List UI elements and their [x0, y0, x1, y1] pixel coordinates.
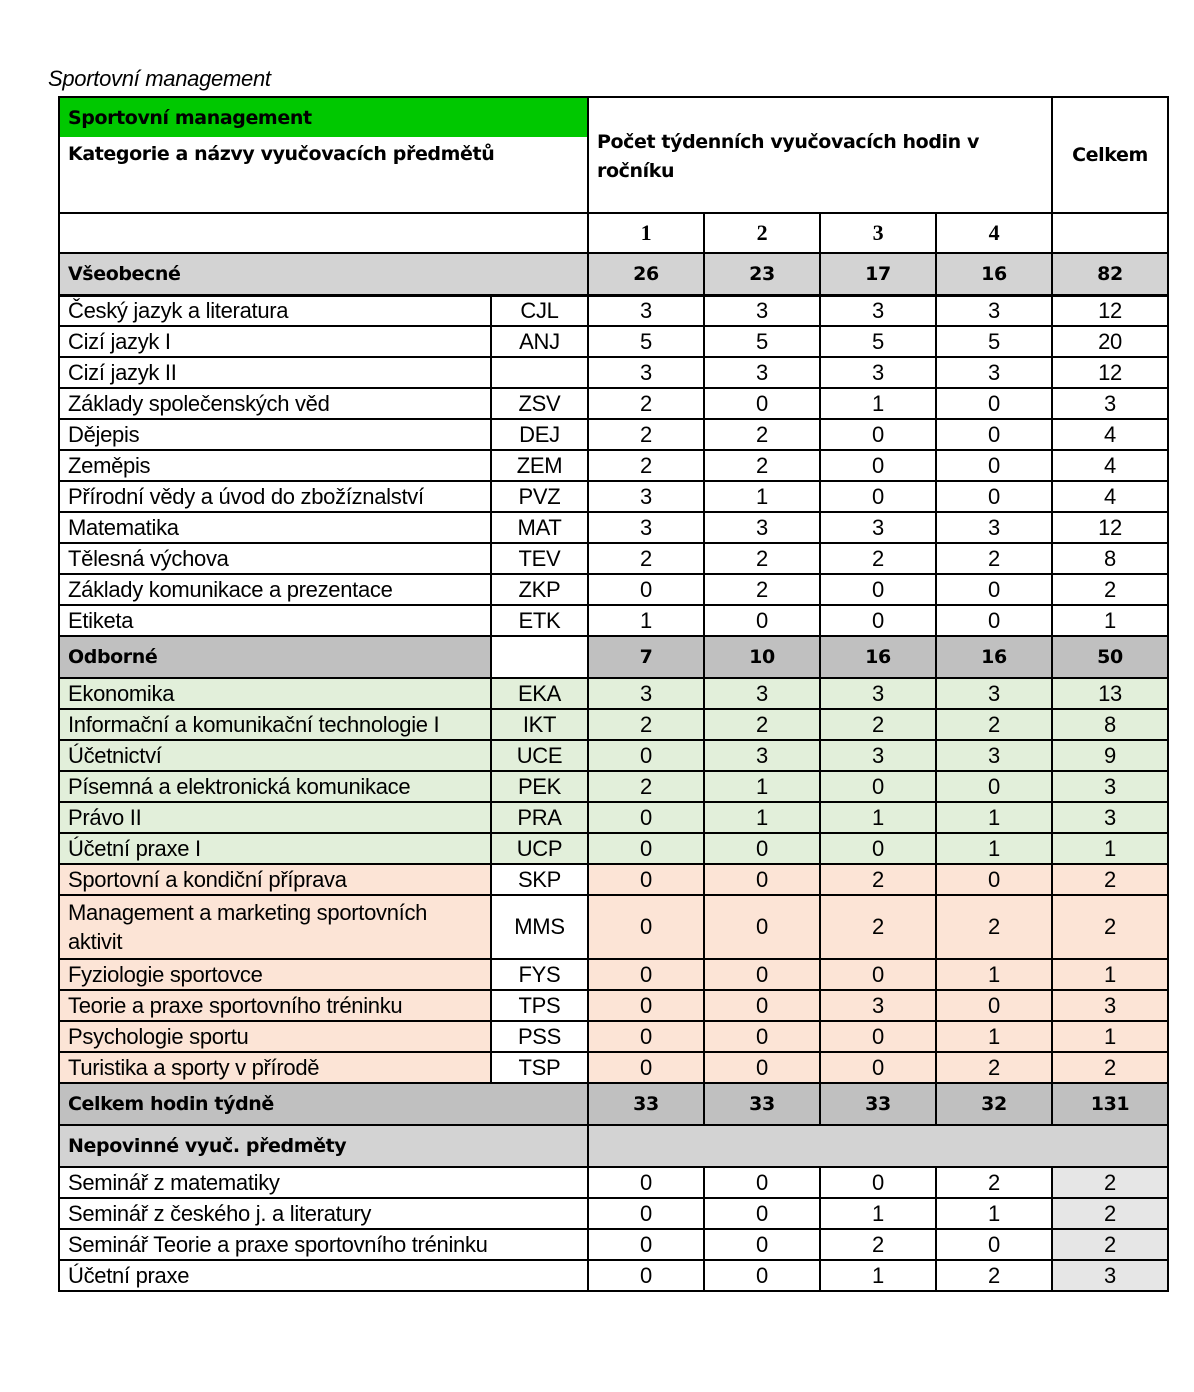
subject-total: 12	[1052, 512, 1168, 543]
subject-row	[59, 450, 1168, 481]
subject-name: Účetní praxe	[59, 1260, 588, 1291]
hours-year-4: 1	[936, 833, 1052, 864]
hours-year-4: 0	[936, 574, 1052, 605]
subject-row	[59, 326, 1168, 357]
hours-year-3: 2	[820, 709, 936, 740]
subject-name: Psychologie sportu	[59, 1021, 491, 1052]
hours-year-2: 3	[704, 512, 820, 543]
hours-year-1: 0	[588, 833, 704, 864]
subject-name: Fyziologie sportovce	[59, 959, 491, 990]
hours-year-3: 0	[820, 419, 936, 450]
table-caption: Sportovní management	[48, 66, 271, 91]
subject-name: Matematika	[59, 512, 491, 543]
subject-code: FYS	[491, 959, 588, 990]
hours-year-2: 0	[704, 1167, 820, 1198]
subject-row	[59, 388, 1168, 419]
section-total-sum: 82	[1052, 253, 1168, 295]
subject-code: ETK	[491, 605, 588, 636]
hours-year-2: 3	[704, 678, 820, 709]
hours-year-3: 1	[820, 1198, 936, 1229]
subject-total: 3	[1052, 1260, 1168, 1291]
hours-year-2: 0	[704, 605, 820, 636]
category-header: Kategorie a názvy vyučovacích předmětů	[59, 137, 588, 213]
subject-row	[59, 895, 1168, 959]
subject-code: ZEM	[491, 450, 588, 481]
subject-code: TPS	[491, 990, 588, 1021]
subject-name: Účetnictví	[59, 740, 491, 771]
subject-code: IKT	[491, 709, 588, 740]
hours-year-1: 0	[588, 740, 704, 771]
hours-year-2: 0	[704, 388, 820, 419]
section-total-year-1: 33	[588, 1083, 704, 1125]
hours-year-1: 2	[588, 450, 704, 481]
subject-row	[59, 295, 1168, 326]
subject-name: Management a marketing sportovních aktivit	[59, 895, 491, 959]
subject-name: Dějepis	[59, 419, 491, 450]
subject-total: 3	[1052, 388, 1168, 419]
subject-row	[59, 709, 1168, 740]
subject-code: UCE	[491, 740, 588, 771]
hours-year-1: 0	[588, 864, 704, 895]
subject-total: 1	[1052, 605, 1168, 636]
hours-year-4: 3	[936, 357, 1052, 388]
hours-year-2: 0	[704, 864, 820, 895]
hours-year-3: 0	[820, 833, 936, 864]
subject-code: UCP	[491, 833, 588, 864]
hours-year-4: 3	[936, 512, 1052, 543]
subject-code: ANJ	[491, 326, 588, 357]
header-row-title	[59, 97, 1168, 137]
subject-row	[59, 1198, 1168, 1229]
subject-code: PRA	[491, 802, 588, 833]
hours-year-2: 2	[704, 419, 820, 450]
hours-year-2: 1	[704, 802, 820, 833]
subject-total: 3	[1052, 990, 1168, 1021]
subject-name: Seminář z matematiky	[59, 1167, 588, 1198]
hours-year-1: 0	[588, 959, 704, 990]
subject-code: PSS	[491, 1021, 588, 1052]
hours-year-1: 2	[588, 388, 704, 419]
hours-year-2: 3	[704, 295, 820, 326]
hours-year-2: 0	[704, 990, 820, 1021]
hours-year-4: 0	[936, 419, 1052, 450]
subject-name: Zeměpis	[59, 450, 491, 481]
subject-row	[59, 357, 1168, 388]
hours-year-4: 2	[936, 1260, 1052, 1291]
subject-code: MMS	[491, 895, 588, 959]
hours-year-1: 0	[588, 1167, 704, 1198]
subject-code: TSP	[491, 1052, 588, 1083]
subject-code: PEK	[491, 771, 588, 802]
subject-name: Etiketa	[59, 605, 491, 636]
hours-year-1: 0	[588, 574, 704, 605]
hours-year-3: 0	[820, 771, 936, 802]
hours-year-2: 0	[704, 833, 820, 864]
hours-year-1: 3	[588, 678, 704, 709]
subject-name: Právo II	[59, 802, 491, 833]
subject-total: 1	[1052, 959, 1168, 990]
subject-code: DEJ	[491, 419, 588, 450]
subject-total: 2	[1052, 574, 1168, 605]
subject-name: Základy komunikace a prezentace	[59, 574, 491, 605]
section-total-year-4: 16	[936, 636, 1052, 678]
hours-year-1: 0	[588, 895, 704, 959]
section-label: Všeobecné	[59, 253, 588, 295]
subject-row	[59, 771, 1168, 802]
year-3: 3	[820, 213, 936, 253]
hours-year-4: 2	[936, 709, 1052, 740]
section-total-year-1: 26	[588, 253, 704, 295]
hours-year-1: 2	[588, 543, 704, 574]
hours-year-4: 3	[936, 740, 1052, 771]
hours-year-3: 0	[820, 1052, 936, 1083]
subject-row	[59, 678, 1168, 709]
hours-year-3: 3	[820, 678, 936, 709]
hours-year-3: 2	[820, 895, 936, 959]
subject-total: 4	[1052, 450, 1168, 481]
subject-name: Český jazyk a literatura	[59, 295, 491, 326]
subject-name: Cizí jazyk II	[59, 357, 491, 388]
program-title: Sportovní management	[59, 97, 588, 137]
hours-year-4: 0	[936, 605, 1052, 636]
hours-year-3: 0	[820, 1021, 936, 1052]
section-total-year-3: 17	[820, 253, 936, 295]
hours-year-1: 0	[588, 990, 704, 1021]
hours-year-3: 2	[820, 864, 936, 895]
hours-year-2: 0	[704, 895, 820, 959]
section-code-blank	[491, 636, 588, 678]
hours-year-2: 3	[704, 357, 820, 388]
hours-year-3: 2	[820, 1229, 936, 1260]
hours-year-3: 5	[820, 326, 936, 357]
subject-row	[59, 1260, 1168, 1291]
hours-year-1: 3	[588, 357, 704, 388]
hours-year-1: 0	[588, 1198, 704, 1229]
subject-total: 4	[1052, 419, 1168, 450]
subject-row	[59, 574, 1168, 605]
subject-row	[59, 512, 1168, 543]
hours-year-4: 1	[936, 1021, 1052, 1052]
hours-year-1: 3	[588, 512, 704, 543]
hours-year-4: 2	[936, 895, 1052, 959]
hours-year-4: 3	[936, 678, 1052, 709]
subject-total: 2	[1052, 864, 1168, 895]
subject-name: Informační a komunikační technologie I	[59, 709, 491, 740]
section-total-year-1: 7	[588, 636, 704, 678]
subject-total: 2	[1052, 1198, 1168, 1229]
subject-row	[59, 802, 1168, 833]
hours-year-3: 3	[820, 990, 936, 1021]
subject-total: 12	[1052, 357, 1168, 388]
curriculum-table	[58, 96, 1169, 1292]
hours-year-4: 0	[936, 481, 1052, 512]
section-total-year-4: 32	[936, 1083, 1052, 1125]
subject-code: ZKP	[491, 574, 588, 605]
section-total-year-2: 33	[704, 1083, 820, 1125]
hours-year-2: 3	[704, 740, 820, 771]
hours-year-1: 0	[588, 1229, 704, 1260]
subject-total: 2	[1052, 895, 1168, 959]
subject-total: 2	[1052, 1229, 1168, 1260]
hours-year-4: 1	[936, 959, 1052, 990]
subject-row	[59, 481, 1168, 512]
hours-year-4: 0	[936, 1229, 1052, 1260]
subject-row	[59, 740, 1168, 771]
subject-code: MAT	[491, 512, 588, 543]
subject-row	[59, 1052, 1168, 1083]
hours-year-4: 1	[936, 802, 1052, 833]
hours-year-1: 2	[588, 709, 704, 740]
subject-row	[59, 543, 1168, 574]
subject-row	[59, 1021, 1168, 1052]
subject-row	[59, 1229, 1168, 1260]
year-row-blank	[59, 213, 588, 253]
hours-year-2: 0	[704, 1260, 820, 1291]
subject-total: 3	[1052, 802, 1168, 833]
year-4: 4	[936, 213, 1052, 253]
hours-year-2: 2	[704, 574, 820, 605]
hours-year-2: 1	[704, 771, 820, 802]
subject-total: 13	[1052, 678, 1168, 709]
hours-year-4: 5	[936, 326, 1052, 357]
subject-code: EKA	[491, 678, 588, 709]
subject-total: 9	[1052, 740, 1168, 771]
subject-total: 3	[1052, 771, 1168, 802]
section-total-year-2: 10	[704, 636, 820, 678]
year-1: 1	[588, 213, 704, 253]
subject-code: ZSV	[491, 388, 588, 419]
hours-year-3: 0	[820, 574, 936, 605]
section-label: Celkem hodin týdně	[59, 1083, 588, 1125]
year-2: 2	[704, 213, 820, 253]
hours-year-3: 3	[820, 512, 936, 543]
year-row	[59, 213, 1168, 253]
subject-total: 4	[1052, 481, 1168, 512]
hours-year-1: 0	[588, 1052, 704, 1083]
section-row-professional	[59, 636, 1168, 678]
hours-year-4: 2	[936, 1167, 1052, 1198]
hours-year-3: 1	[820, 1260, 936, 1291]
subject-name: Ekonomika	[59, 678, 491, 709]
subject-code: SKP	[491, 864, 588, 895]
subject-name: Seminář Teorie a praxe sportovního tréninku	[59, 1229, 588, 1260]
hours-year-4: 3	[936, 295, 1052, 326]
hours-year-2: 0	[704, 1052, 820, 1083]
subject-row	[59, 959, 1168, 990]
section-total-year-3: 33	[820, 1083, 936, 1125]
subject-name: Seminář z českého j. a literatury	[59, 1198, 588, 1229]
subject-code: CJL	[491, 295, 588, 326]
section-label: Odborné	[59, 636, 491, 678]
section-row-general	[59, 253, 1168, 295]
hours-year-2: 0	[704, 1198, 820, 1229]
hours-year-1: 0	[588, 1260, 704, 1291]
subject-name: Cizí jazyk I	[59, 326, 491, 357]
hours-year-2: 0	[704, 1021, 820, 1052]
subject-total: 1	[1052, 1021, 1168, 1052]
hours-year-2: 0	[704, 1229, 820, 1260]
hours-year-3: 3	[820, 740, 936, 771]
subject-total: 2	[1052, 1052, 1168, 1083]
section-label: Nepovinné vyuč. předměty	[59, 1125, 588, 1167]
hours-year-1: 3	[588, 481, 704, 512]
hours-year-3: 0	[820, 481, 936, 512]
year-row-total-blank	[1052, 213, 1168, 253]
hours-year-1: 3	[588, 295, 704, 326]
subject-name: Turistika a sporty v přírodě	[59, 1052, 491, 1083]
hours-year-4: 0	[936, 771, 1052, 802]
subject-code: TEV	[491, 543, 588, 574]
subject-code	[491, 357, 588, 388]
subject-total: 20	[1052, 326, 1168, 357]
subject-name: Přírodní vědy a úvod do zbožíznalství	[59, 481, 491, 512]
section-row-optional	[59, 1125, 1168, 1167]
hours-year-4: 0	[936, 388, 1052, 419]
subject-row	[59, 864, 1168, 895]
hours-year-3: 2	[820, 543, 936, 574]
section-total-year-2: 23	[704, 253, 820, 295]
subject-row	[59, 605, 1168, 636]
subject-total: 8	[1052, 709, 1168, 740]
section-blank	[588, 1125, 1168, 1167]
subject-total: 2	[1052, 1167, 1168, 1198]
hours-year-1: 0	[588, 1021, 704, 1052]
subject-row	[59, 990, 1168, 1021]
hours-year-3: 0	[820, 450, 936, 481]
subject-row	[59, 833, 1168, 864]
hours-header: Počet týdenních vyučovacích hodin v ročníku	[588, 97, 1052, 213]
hours-year-1: 0	[588, 802, 704, 833]
section-total-sum: 50	[1052, 636, 1168, 678]
hours-year-2: 0	[704, 959, 820, 990]
hours-year-1: 2	[588, 419, 704, 450]
hours-year-2: 2	[704, 709, 820, 740]
hours-year-4: 2	[936, 543, 1052, 574]
subject-total: 8	[1052, 543, 1168, 574]
hours-year-3: 0	[820, 959, 936, 990]
subject-total: 1	[1052, 833, 1168, 864]
hours-year-2: 2	[704, 543, 820, 574]
hours-year-3: 1	[820, 802, 936, 833]
hours-year-3: 3	[820, 357, 936, 388]
subject-name: Účetní praxe I	[59, 833, 491, 864]
section-total-year-3: 16	[820, 636, 936, 678]
subject-code: PVZ	[491, 481, 588, 512]
hours-year-1: 1	[588, 605, 704, 636]
subject-row	[59, 419, 1168, 450]
section-total-sum: 131	[1052, 1083, 1168, 1125]
hours-year-1: 5	[588, 326, 704, 357]
subject-row	[59, 1167, 1168, 1198]
hours-year-3: 1	[820, 388, 936, 419]
subject-name: Sportovní a kondiční příprava	[59, 864, 491, 895]
hours-year-2: 5	[704, 326, 820, 357]
section-row-weekly_total	[59, 1083, 1168, 1125]
hours-year-2: 2	[704, 450, 820, 481]
hours-year-4: 0	[936, 450, 1052, 481]
hours-year-4: 0	[936, 990, 1052, 1021]
hours-year-4: 0	[936, 864, 1052, 895]
hours-year-3: 3	[820, 295, 936, 326]
hours-year-4: 1	[936, 1198, 1052, 1229]
subject-name: Písemná a elektronická komunikace	[59, 771, 491, 802]
hours-year-4: 2	[936, 1052, 1052, 1083]
hours-year-2: 1	[704, 481, 820, 512]
hours-year-3: 0	[820, 1167, 936, 1198]
hours-year-1: 2	[588, 771, 704, 802]
subject-name: Teorie a praxe sportovního tréninku	[59, 990, 491, 1021]
hours-year-3: 0	[820, 605, 936, 636]
subject-name: Základy společenských věd	[59, 388, 491, 419]
subject-name: Tělesná výchova	[59, 543, 491, 574]
subject-total: 12	[1052, 295, 1168, 326]
section-total-year-4: 16	[936, 253, 1052, 295]
total-header: Celkem	[1052, 97, 1168, 213]
